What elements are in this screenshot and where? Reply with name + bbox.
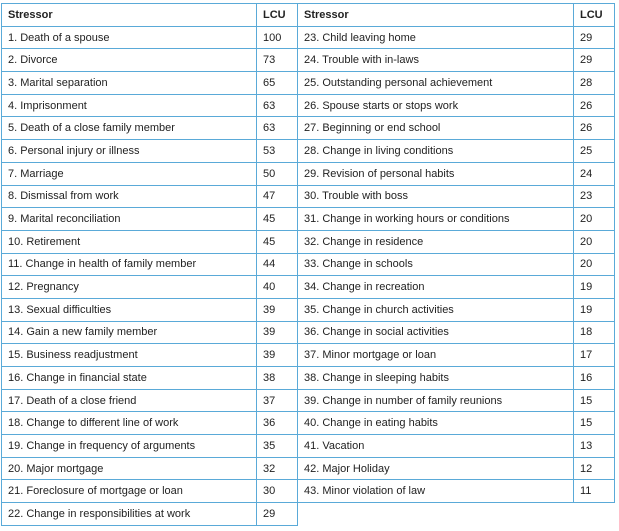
lcu-cell: 37 bbox=[257, 389, 298, 412]
lcu-cell: 23 bbox=[574, 185, 615, 208]
table-row bbox=[2, 208, 615, 231]
lcu-cell: 26 bbox=[574, 94, 615, 117]
lcu-cell: 29 bbox=[574, 26, 615, 49]
stressor-cell: 17. Death of a close friend bbox=[2, 389, 257, 412]
table-body bbox=[2, 26, 615, 525]
lcu-cell: 16 bbox=[574, 367, 615, 390]
lcu-cell: 15 bbox=[574, 389, 615, 412]
lcu-cell: 65 bbox=[257, 72, 298, 95]
lcu-cell: 19 bbox=[574, 276, 615, 299]
table-row bbox=[2, 276, 615, 299]
lcu-cell: 19 bbox=[574, 298, 615, 321]
stressor-cell: 24. Trouble with in-laws bbox=[298, 49, 574, 72]
stressor-cell: 22. Change in responsibilities at work bbox=[2, 503, 257, 526]
table-row bbox=[2, 94, 615, 117]
lcu-cell: 25 bbox=[574, 140, 615, 163]
table-row bbox=[2, 72, 615, 95]
stressor-cell: 16. Change in financial state bbox=[2, 367, 257, 390]
lcu-cell: 39 bbox=[257, 321, 298, 344]
header-stressor-right: Stressor bbox=[298, 4, 574, 27]
table-row bbox=[2, 185, 615, 208]
stressor-cell: 23. Child leaving home bbox=[298, 26, 574, 49]
lcu-cell: 13 bbox=[574, 435, 615, 458]
stressor-cell: 41. Vacation bbox=[298, 435, 574, 458]
stressor-cell: 12. Pregnancy bbox=[2, 276, 257, 299]
lcu-cell: 63 bbox=[257, 94, 298, 117]
stressor-cell: 10. Retirement bbox=[2, 230, 257, 253]
stressor-cell: 28. Change in living conditions bbox=[298, 140, 574, 163]
stressor-cell: 11. Change in health of family member bbox=[2, 253, 257, 276]
stressor-cell: 33. Change in schools bbox=[298, 253, 574, 276]
lcu-cell: 44 bbox=[257, 253, 298, 276]
stressor-cell: 36. Change in social activities bbox=[298, 321, 574, 344]
lcu-cell: 17 bbox=[574, 344, 615, 367]
stressor-cell: 37. Minor mortgage or loan bbox=[298, 344, 574, 367]
lcu-cell: 28 bbox=[574, 72, 615, 95]
lcu-cell: 29 bbox=[574, 49, 615, 72]
header-lcu-right: LCU bbox=[574, 4, 615, 27]
stressor-table bbox=[1, 3, 615, 526]
lcu-cell: 20 bbox=[574, 230, 615, 253]
lcu-cell: 18 bbox=[574, 321, 615, 344]
table-row bbox=[2, 367, 615, 390]
table-row bbox=[2, 162, 615, 185]
stressor-cell: 40. Change in eating habits bbox=[298, 412, 574, 435]
stressor-cell: 43. Minor violation of law bbox=[298, 480, 574, 503]
table-row bbox=[2, 117, 615, 140]
table-row bbox=[2, 389, 615, 412]
table-row bbox=[2, 253, 615, 276]
lcu-cell: 20 bbox=[574, 208, 615, 231]
stressor-cell: 42. Major Holiday bbox=[298, 457, 574, 480]
lcu-cell: 30 bbox=[257, 480, 298, 503]
stressor-cell: 13. Sexual difficulties bbox=[2, 298, 257, 321]
lcu-cell: 15 bbox=[574, 412, 615, 435]
stressor-cell: 25. Outstanding personal achievement bbox=[298, 72, 574, 95]
stressor-cell: 31. Change in working hours or conditions bbox=[298, 208, 574, 231]
stressor-cell: 14. Gain a new family member bbox=[2, 321, 257, 344]
header-stressor-left: Stressor bbox=[2, 4, 257, 27]
lcu-cell: 45 bbox=[257, 208, 298, 231]
stressor-cell: 20. Major mortgage bbox=[2, 457, 257, 480]
stressor-cell: 35. Change in church activities bbox=[298, 298, 574, 321]
stressor-cell: 39. Change in number of family reunions bbox=[298, 389, 574, 412]
lcu-cell: 39 bbox=[257, 298, 298, 321]
lcu-cell: 47 bbox=[257, 185, 298, 208]
stressor-cell: 34. Change in recreation bbox=[298, 276, 574, 299]
lcu-cell: 40 bbox=[257, 276, 298, 299]
lcu-cell: 24 bbox=[574, 162, 615, 185]
table-row bbox=[2, 480, 615, 503]
table-row bbox=[2, 435, 615, 458]
table-row bbox=[2, 230, 615, 253]
stressor-cell: 30. Trouble with boss bbox=[298, 185, 574, 208]
stressor-cell: 18. Change to different line of work bbox=[2, 412, 257, 435]
lcu-cell: 53 bbox=[257, 140, 298, 163]
stressor-cell: 5. Death of a close family member bbox=[2, 117, 257, 140]
stressor-cell: 32. Change in residence bbox=[298, 230, 574, 253]
table-row bbox=[2, 321, 615, 344]
lcu-cell: 35 bbox=[257, 435, 298, 458]
stressor-table-container bbox=[1, 3, 615, 526]
lcu-cell: 26 bbox=[574, 117, 615, 140]
stressor-cell: 1. Death of a spouse bbox=[2, 26, 257, 49]
table-row bbox=[2, 344, 615, 367]
table-row bbox=[2, 457, 615, 480]
table-row bbox=[2, 298, 615, 321]
stressor-cell: 26. Spouse starts or stops work bbox=[298, 94, 574, 117]
stressor-cell: 8. Dismissal from work bbox=[2, 185, 257, 208]
stressor-cell: 27. Beginning or end school bbox=[298, 117, 574, 140]
lcu-cell: 63 bbox=[257, 117, 298, 140]
stressor-cell: 19. Change in frequency of arguments bbox=[2, 435, 257, 458]
lcu-cell: 39 bbox=[257, 344, 298, 367]
stressor-cell: 38. Change in sleeping habits bbox=[298, 367, 574, 390]
stressor-cell: 3. Marital separation bbox=[2, 72, 257, 95]
table-row bbox=[2, 412, 615, 435]
lcu-cell: 29 bbox=[257, 503, 298, 526]
lcu-cell: 45 bbox=[257, 230, 298, 253]
stressor-cell: 21. Foreclosure of mortgage or loan bbox=[2, 480, 257, 503]
lcu-cell: 36 bbox=[257, 412, 298, 435]
lcu-cell: 100 bbox=[257, 26, 298, 49]
stressor-cell: 9. Marital reconciliation bbox=[2, 208, 257, 231]
stressor-cell: 7. Marriage bbox=[2, 162, 257, 185]
lcu-cell: 73 bbox=[257, 49, 298, 72]
table-row bbox=[2, 49, 615, 72]
lcu-cell: 20 bbox=[574, 253, 615, 276]
stressor-cell: 6. Personal injury or illness bbox=[2, 140, 257, 163]
lcu-cell: 12 bbox=[574, 457, 615, 480]
table-row bbox=[2, 26, 615, 49]
stressor-cell: 4. Imprisonment bbox=[2, 94, 257, 117]
lcu-cell: 50 bbox=[257, 162, 298, 185]
header-lcu-left: LCU bbox=[257, 4, 298, 27]
stressor-cell: 29. Revision of personal habits bbox=[298, 162, 574, 185]
table-row bbox=[2, 503, 615, 526]
stressor-cell: 15. Business readjustment bbox=[2, 344, 257, 367]
lcu-cell: 32 bbox=[257, 457, 298, 480]
stressor-cell: 2. Divorce bbox=[2, 49, 257, 72]
lcu-cell: 11 bbox=[574, 480, 615, 503]
table-row bbox=[2, 140, 615, 163]
header-row bbox=[2, 4, 615, 27]
empty-cell bbox=[298, 503, 615, 526]
lcu-cell: 38 bbox=[257, 367, 298, 390]
